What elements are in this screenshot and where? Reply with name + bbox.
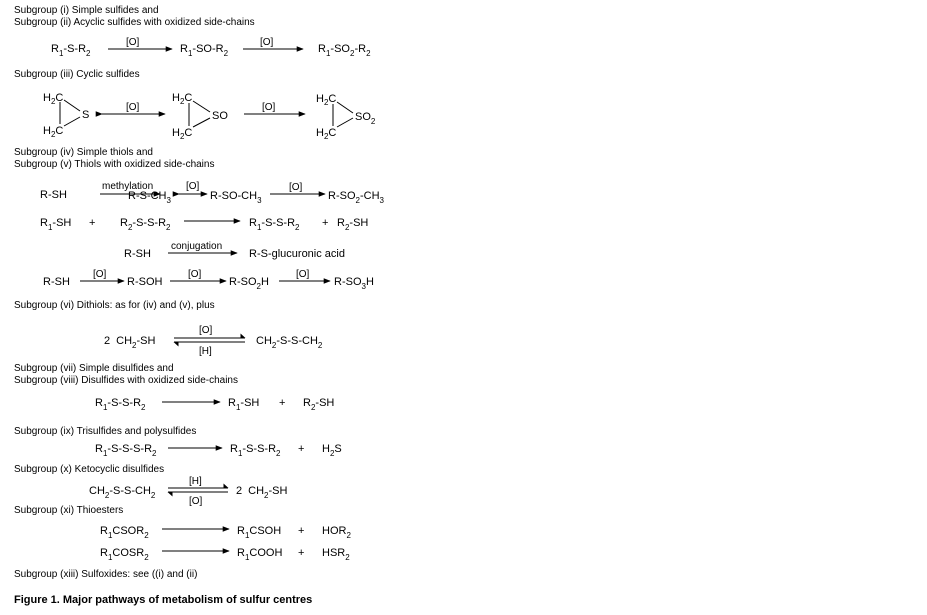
disulfide: $R_1-S-S-R_2$	[95, 397, 146, 412]
svg-text:H2C: $H_2C$	[172, 127, 193, 141]
thionoacid: $R_1CSOH$	[237, 525, 282, 540]
thiol: R-SH	[40, 189, 67, 201]
thiol: R-SH	[124, 248, 151, 260]
sulfonic-acid: $R-SO_3H$	[334, 276, 374, 291]
thiol: $HSR_2$	[322, 547, 350, 562]
label-oxidation: [O]	[93, 269, 107, 280]
svg-text:SO2: $SO_2$	[355, 111, 376, 126]
svg-text:H2C: $H_2C$	[172, 92, 193, 106]
r1-so2-r2: $R_1-SO_2-R_2$	[318, 43, 371, 58]
label-methylation: methylation	[102, 181, 154, 192]
hydrogen-sulfide: $H_2S$	[322, 443, 342, 458]
label-oxidation: [O]	[188, 269, 202, 280]
header-subgroup-xiii: Subgroup (xiii) Sulfoxides: see ((i) and (ii)	[14, 569, 198, 580]
header-subgroup-i: Subgroup (i) Simple sulfides and	[14, 5, 159, 16]
thiol-r1: $R_1-SH$	[228, 397, 260, 412]
svg-text:H2C: $H_2C$	[43, 92, 64, 106]
sulfinic-acid: $R-SO_2H$	[229, 276, 269, 291]
methyl-sulfide: $R-S-CH_3$	[128, 190, 171, 205]
mixed-disulfide: $R_1-S-S-R_2$	[249, 217, 300, 232]
thiirane-dioxide-ring	[316, 93, 376, 141]
label-oxidation: [O]	[189, 496, 203, 507]
header-subgroup-vii: Subgroup (vii) Simple disulfides and	[14, 363, 174, 374]
plus: +	[89, 217, 96, 229]
methyl-sulfoxide: $R-SO-CH_3$	[210, 190, 262, 205]
alcohol: $HOR_2$	[322, 525, 351, 540]
header-subgroup-ii: Subgroup (ii) Acyclic sulfides with oxidized side-chains	[14, 17, 255, 28]
carboxylic-acid: $R_1COOH$	[237, 547, 283, 562]
svg-text:H2C: $H_2C$	[316, 93, 337, 107]
r1-s-r2: $R_1-S-R_2$	[51, 43, 91, 58]
dithiol: 2 $CH_2-SH$	[236, 485, 288, 500]
svg-text:H2C: $H_2C$	[316, 127, 337, 141]
header-subgroup-ix: Subgroup (ix) Trisulfides and polysulfides	[14, 426, 197, 437]
header-subgroup-xi: Subgroup (xi) Thioesters	[14, 505, 124, 516]
thiirane-ring	[43, 92, 89, 139]
thiol-r1: $R_1-SH$	[40, 217, 72, 232]
plus: +	[298, 547, 305, 559]
label-oxidation: [O]	[199, 325, 213, 336]
header-subgroup-iii: Subgroup (iii) Cyclic sulfides	[14, 69, 140, 80]
glucuronide: R-S-glucuronic acid	[249, 248, 345, 260]
r1-so-r2: $R_1-SO-R_2$	[180, 43, 229, 58]
thiol: R-SH	[43, 276, 70, 288]
label-reduction: [H]	[189, 476, 202, 487]
header-subgroup-v: Subgroup (v) Thiols with oxidized side-chains	[14, 159, 215, 170]
thiol-r2: $R_2-SH$	[337, 217, 369, 232]
header-subgroup-iv: Subgroup (iv) Simple thiols and	[14, 147, 153, 158]
label-oxidation: [O]	[126, 37, 140, 48]
label-oxidation: [O]	[262, 102, 276, 113]
thioester: $R_1COSR_2$	[100, 547, 149, 562]
label-oxidation: [O]	[289, 182, 303, 193]
svg-text:SO: SO	[212, 110, 228, 122]
label-conjugation: conjugation	[171, 241, 223, 252]
plus: +	[279, 397, 286, 409]
trisulfide: $R_1-S-S-S-R_2$	[95, 443, 157, 458]
thionoester: $R_1CSOR_2$	[100, 525, 149, 540]
plus: +	[298, 525, 305, 537]
figure-caption: Figure 1. Major pathways of metabolism of sulfur centres	[14, 594, 313, 606]
svg-text:H2C: $H_2C$	[43, 125, 64, 139]
label-oxidation: [O]	[260, 37, 274, 48]
cyclic-disulfide: $CH_2-S-S-CH_2$	[256, 335, 323, 350]
thiol-r2: $R_2-SH$	[303, 397, 335, 412]
label-oxidation: [O]	[186, 181, 200, 192]
label-reduction: [H]	[199, 346, 212, 357]
dithiol: 2 $CH_2-SH$	[104, 335, 156, 350]
header-subgroup-vi: Subgroup (vi) Dithiols: as for (iv) and (v), plus	[14, 300, 215, 311]
plus: +	[322, 217, 329, 229]
methyl-sulfone: $R-SO_2-CH_3$	[328, 190, 384, 205]
plus: +	[298, 443, 305, 455]
label-oxidation: [O]	[296, 269, 310, 280]
thiirane-oxide-ring	[172, 92, 228, 141]
svg-text:S: S	[82, 109, 90, 121]
label-oxidation: [O]	[126, 102, 140, 113]
disulfide-r2: $R_2-S-S-R_2$	[120, 217, 171, 232]
header-subgroup-viii: Subgroup (viii) Disulfides with oxidized side-chains	[14, 375, 238, 386]
disulfide: $R_1-S-S-R_2$	[230, 443, 281, 458]
cyclic-disulfide: $CH_2-S-S-CH_2$	[89, 485, 156, 500]
header-subgroup-x: Subgroup (x) Ketocyclic disulfides	[14, 464, 165, 475]
sulfenic-acid: R-SOH	[127, 276, 163, 288]
